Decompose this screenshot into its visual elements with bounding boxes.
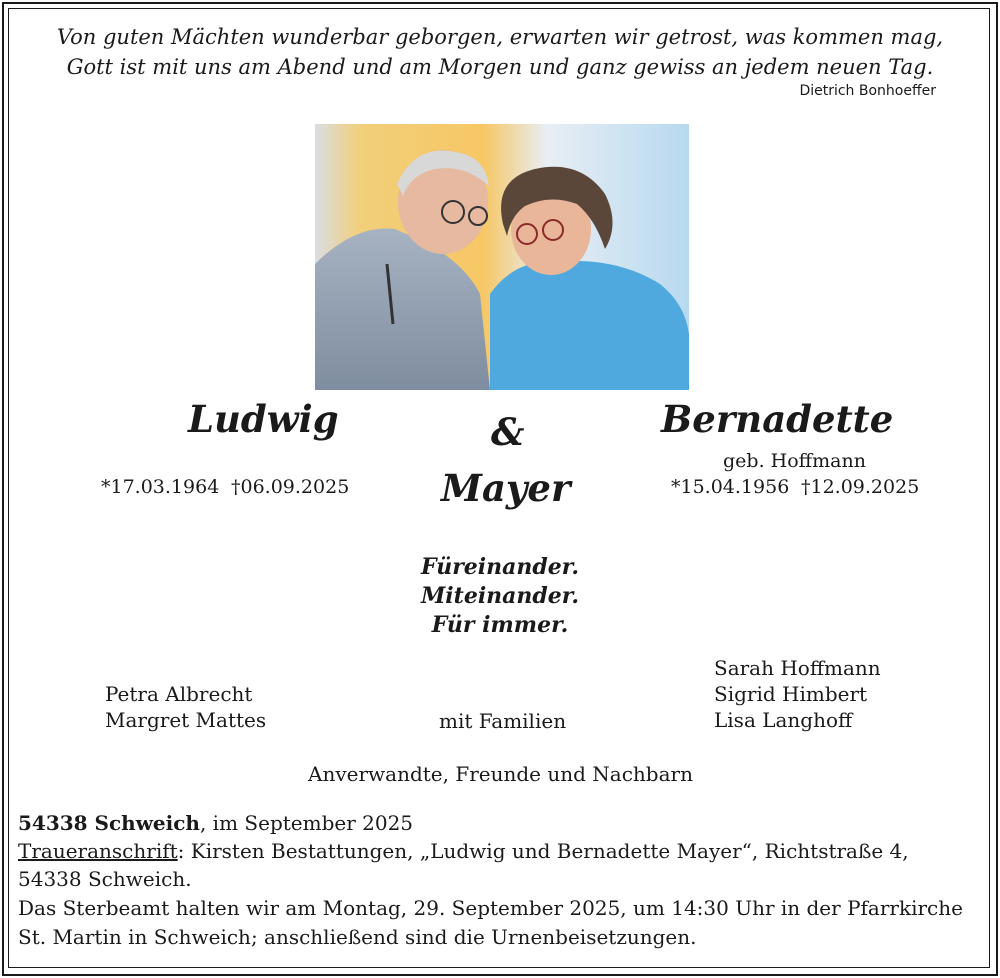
footer-address-line <box>18 839 909 863</box>
footer-place-line <box>18 811 413 835</box>
mourner-right-1: Sarah Hoffmann <box>714 656 881 680</box>
couple-photo <box>315 124 689 390</box>
mourner-right-3: Lisa Langhoff <box>714 708 853 732</box>
quote-line-2: Gott ist mit uns am Abend und am Morgen und ganz gewiss an jedem neuen Tag. <box>66 55 934 79</box>
footer-date: , im September 2025 <box>199 811 414 835</box>
motto-line-3: Für immer. <box>431 612 569 638</box>
quote-line-1: Von guten Mächten wunderbar geborgen, erwarten wir getrost, was kommen mag, <box>56 25 944 49</box>
surname: Mayer <box>441 466 571 510</box>
address-label: Traueranschrift <box>18 839 178 863</box>
bernadette-death-date: †12.09.2025 <box>801 476 920 498</box>
mourner-left-2: Margret Mattes <box>105 708 267 732</box>
maiden-name: geb. Hoffmann <box>723 450 866 472</box>
footer-place: 54338 Schweich <box>18 811 200 835</box>
mourner-left-1: Petra Albrecht <box>105 682 253 706</box>
ampersand: & <box>491 410 525 454</box>
bernadette-birth-date: *15.04.1956 <box>671 476 790 498</box>
mourner-right-2: Sigrid Himbert <box>714 682 868 706</box>
mourners-others: Anverwandte, Freunde und Nachbarn <box>308 762 693 786</box>
service-line-2: St. Martin in Schweich; anschließend sind die Urnenbeisetzungen. <box>18 925 697 949</box>
quote-author: Dietrich Bonhoeffer <box>799 83 936 99</box>
first-name-ludwig: Ludwig <box>188 397 339 441</box>
ludwig-birth-date: *17.03.1964 <box>101 476 220 498</box>
ludwig-death-date: †06.09.2025 <box>231 476 350 498</box>
first-name-bernadette: Bernadette <box>661 397 894 441</box>
motto-line-2: Miteinander. <box>420 583 580 609</box>
service-line-1: Das Sterbeamt halten wir am Montag, 29. September 2025, um 14:30 Uhr in der Pfarrkirche <box>18 896 963 920</box>
motto-line-1: Füreinander. <box>420 554 580 580</box>
address-text: : Kirsten Bestattungen, „Ludwig und Bernadette Mayer“, Richtstraße 4, <box>177 839 909 863</box>
address-line-2: 54338 Schweich. <box>18 867 192 891</box>
mourner-center: mit Familien <box>439 709 567 733</box>
